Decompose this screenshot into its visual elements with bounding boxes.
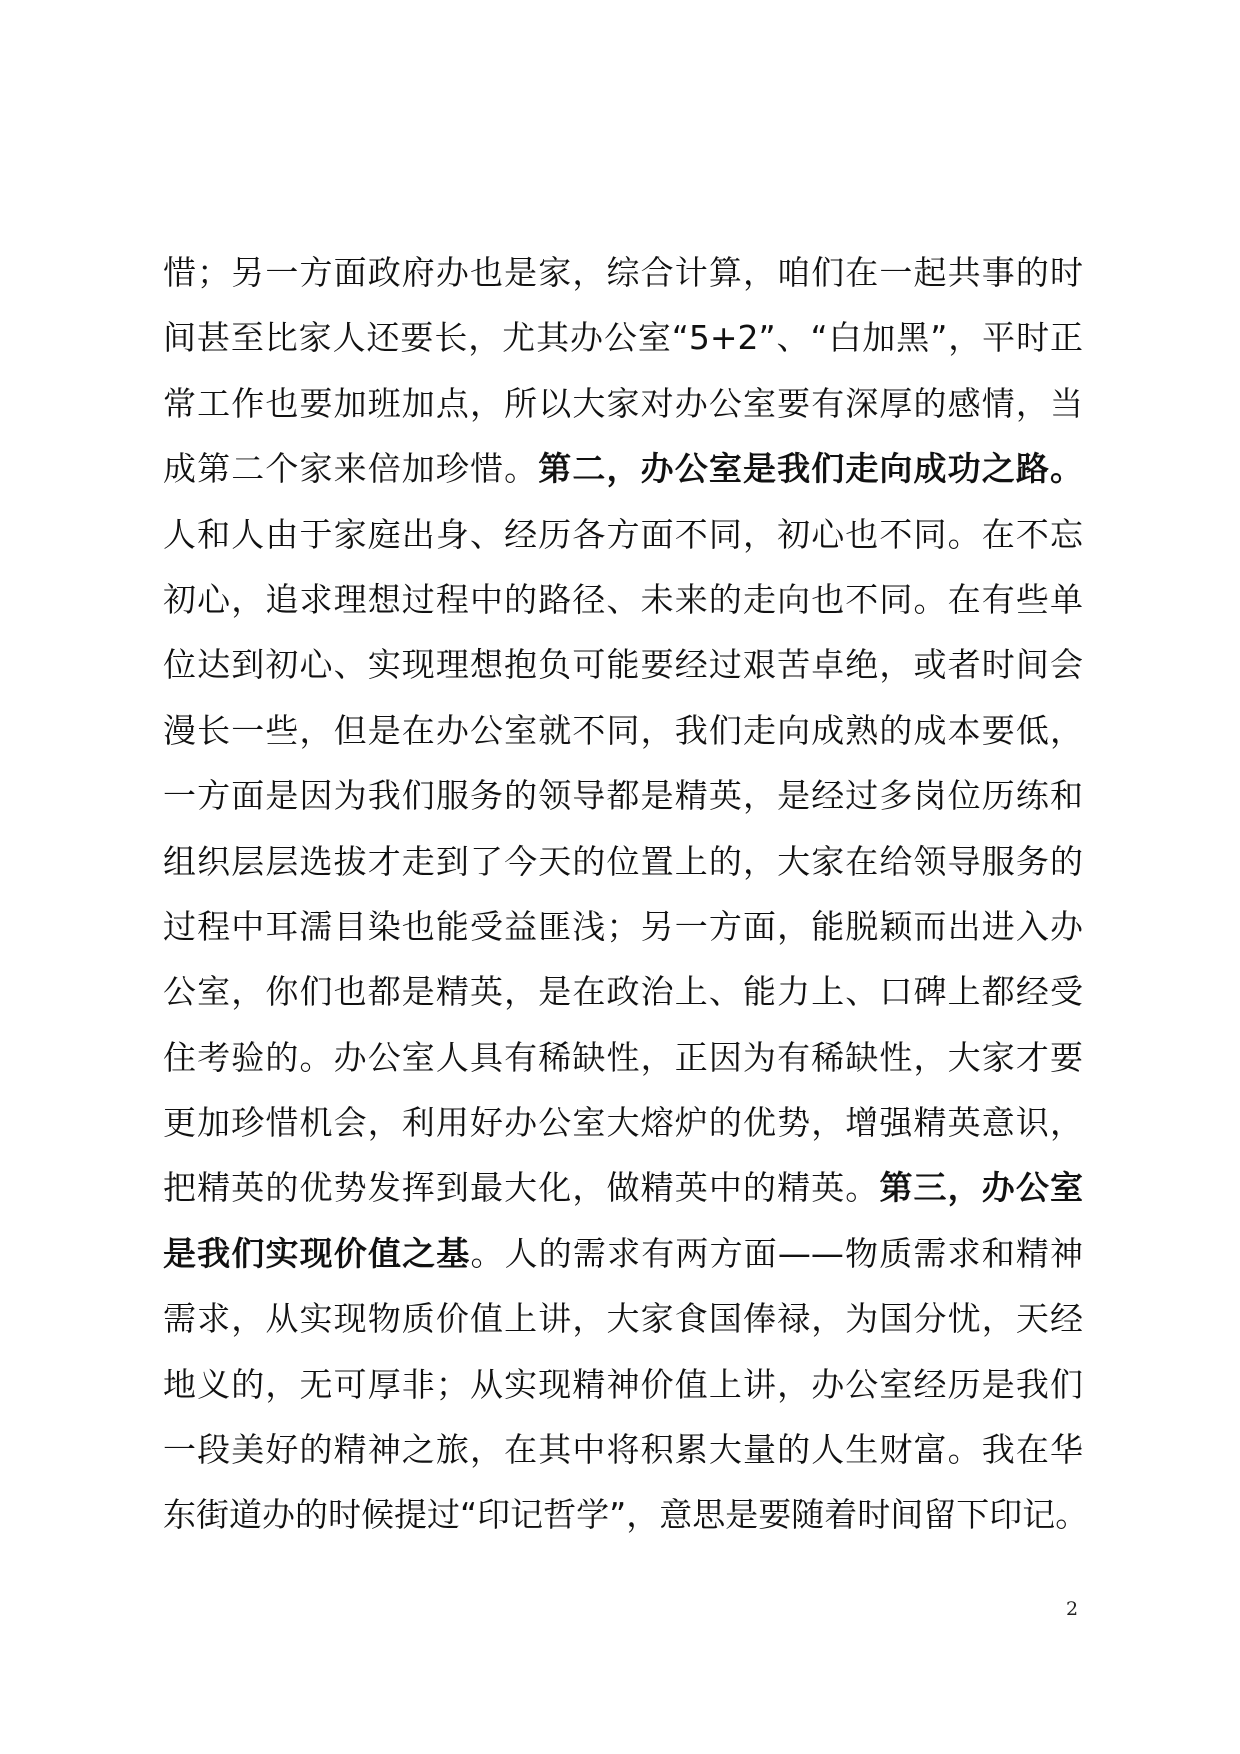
- text-line: [163, 1090, 1083, 1155]
- text-line: [163, 1482, 1089, 1547]
- bold-heading-text: 是我们实现价值之基: [163, 1233, 471, 1273]
- text-segment: 一段美好的精神之旅，在其中将积累大量的人生财富。我在华: [163, 1430, 1083, 1470]
- text-segment: 惜；另一方面政府办也是家，综合计算，咱们在一起共事的时: [163, 253, 1083, 292]
- text-segment: 。人的需求有两方面——物质需求和精神: [470, 1233, 1084, 1273]
- text-segment: 公室，你们也都是精英，是在政治上、能力上、口碑上都经受: [163, 972, 1083, 1012]
- text-line: [163, 502, 1083, 567]
- text-segment: 组织层层选拔才走到了今天的位置上的，大家在给领导服务的: [163, 841, 1083, 881]
- text-segment: 更加珍惜机会，利用好办公室大熔炉的优势，增强精英意识，: [163, 1103, 1083, 1143]
- text-line: [163, 371, 1083, 436]
- text-segment: 把精英的优势发挥到最大化，做精英中的精英。: [163, 1168, 880, 1208]
- text-segment: 过程中耳濡目染也能受益匪浅；另一方面，能脱颖而出进入办: [163, 906, 1083, 946]
- text-segment: 成第二个家来倍加珍惜。: [163, 449, 539, 489]
- text-segment: 人和人由于家庭出身、经历各方面不同，初心也不同。在不忘: [163, 514, 1083, 554]
- text-line: [163, 436, 1083, 501]
- text-segment: 需求，从实现物质价值上讲，大家食国俸禄，为国分忧，天经: [163, 1299, 1083, 1339]
- text-line: [163, 763, 1083, 828]
- text-line: [163, 959, 1083, 1024]
- text-segment: 常工作也要加班加点，所以大家对办公室要有深厚的感情，当: [163, 383, 1083, 423]
- text-segment: 位达到初心、实现理想抱负可能要经过艰苦卓绝，或者时间会: [163, 645, 1083, 685]
- text-segment: 一方面是因为我们服务的领导都是精英，是经过多岗位历练和: [163, 776, 1083, 816]
- text-line: [163, 1352, 1083, 1417]
- text-line: [163, 632, 1083, 697]
- text-segment: 地义的，无可厚非；从实现精神价值上讲，办公室经历是我们: [163, 1364, 1083, 1404]
- text-line: [163, 1155, 1083, 1220]
- text-line: [163, 567, 1083, 632]
- text-line: [163, 829, 1083, 894]
- text-segment: 初心，追求理想过程中的路径、未来的走向也不同。在有些单: [163, 579, 1083, 619]
- page-number: 2: [1066, 1598, 1079, 1620]
- text-line: [163, 698, 1083, 763]
- text-line: [163, 1417, 1083, 1482]
- text-segment: 住考验的。办公室人具有稀缺性，正因为有稀缺性，大家才要: [163, 1037, 1083, 1077]
- text-line: [163, 305, 1083, 370]
- bold-heading-text: 第三，办公室: [879, 1168, 1084, 1208]
- text-line: [163, 1221, 1083, 1286]
- text-line: [163, 894, 1083, 959]
- bold-heading-text: 第二，办公室是我们走向成功之路。: [538, 449, 1084, 489]
- text-line: [163, 240, 1083, 305]
- text-line: [163, 1025, 1083, 1090]
- text-segment: 东街道办的时候提过“印记哲学”，意思是要随着时间留下印记。: [163, 1495, 1089, 1535]
- text-segment: 漫长一些，但是在办公室就不同，我们走向成熟的成本要低，: [163, 710, 1083, 750]
- text-segment: 间甚至比家人还要长，尤其办公室“5+2”、“白加黑”，平时正: [163, 318, 1083, 358]
- text-line: [163, 1286, 1083, 1351]
- body-text: [163, 240, 1089, 1548]
